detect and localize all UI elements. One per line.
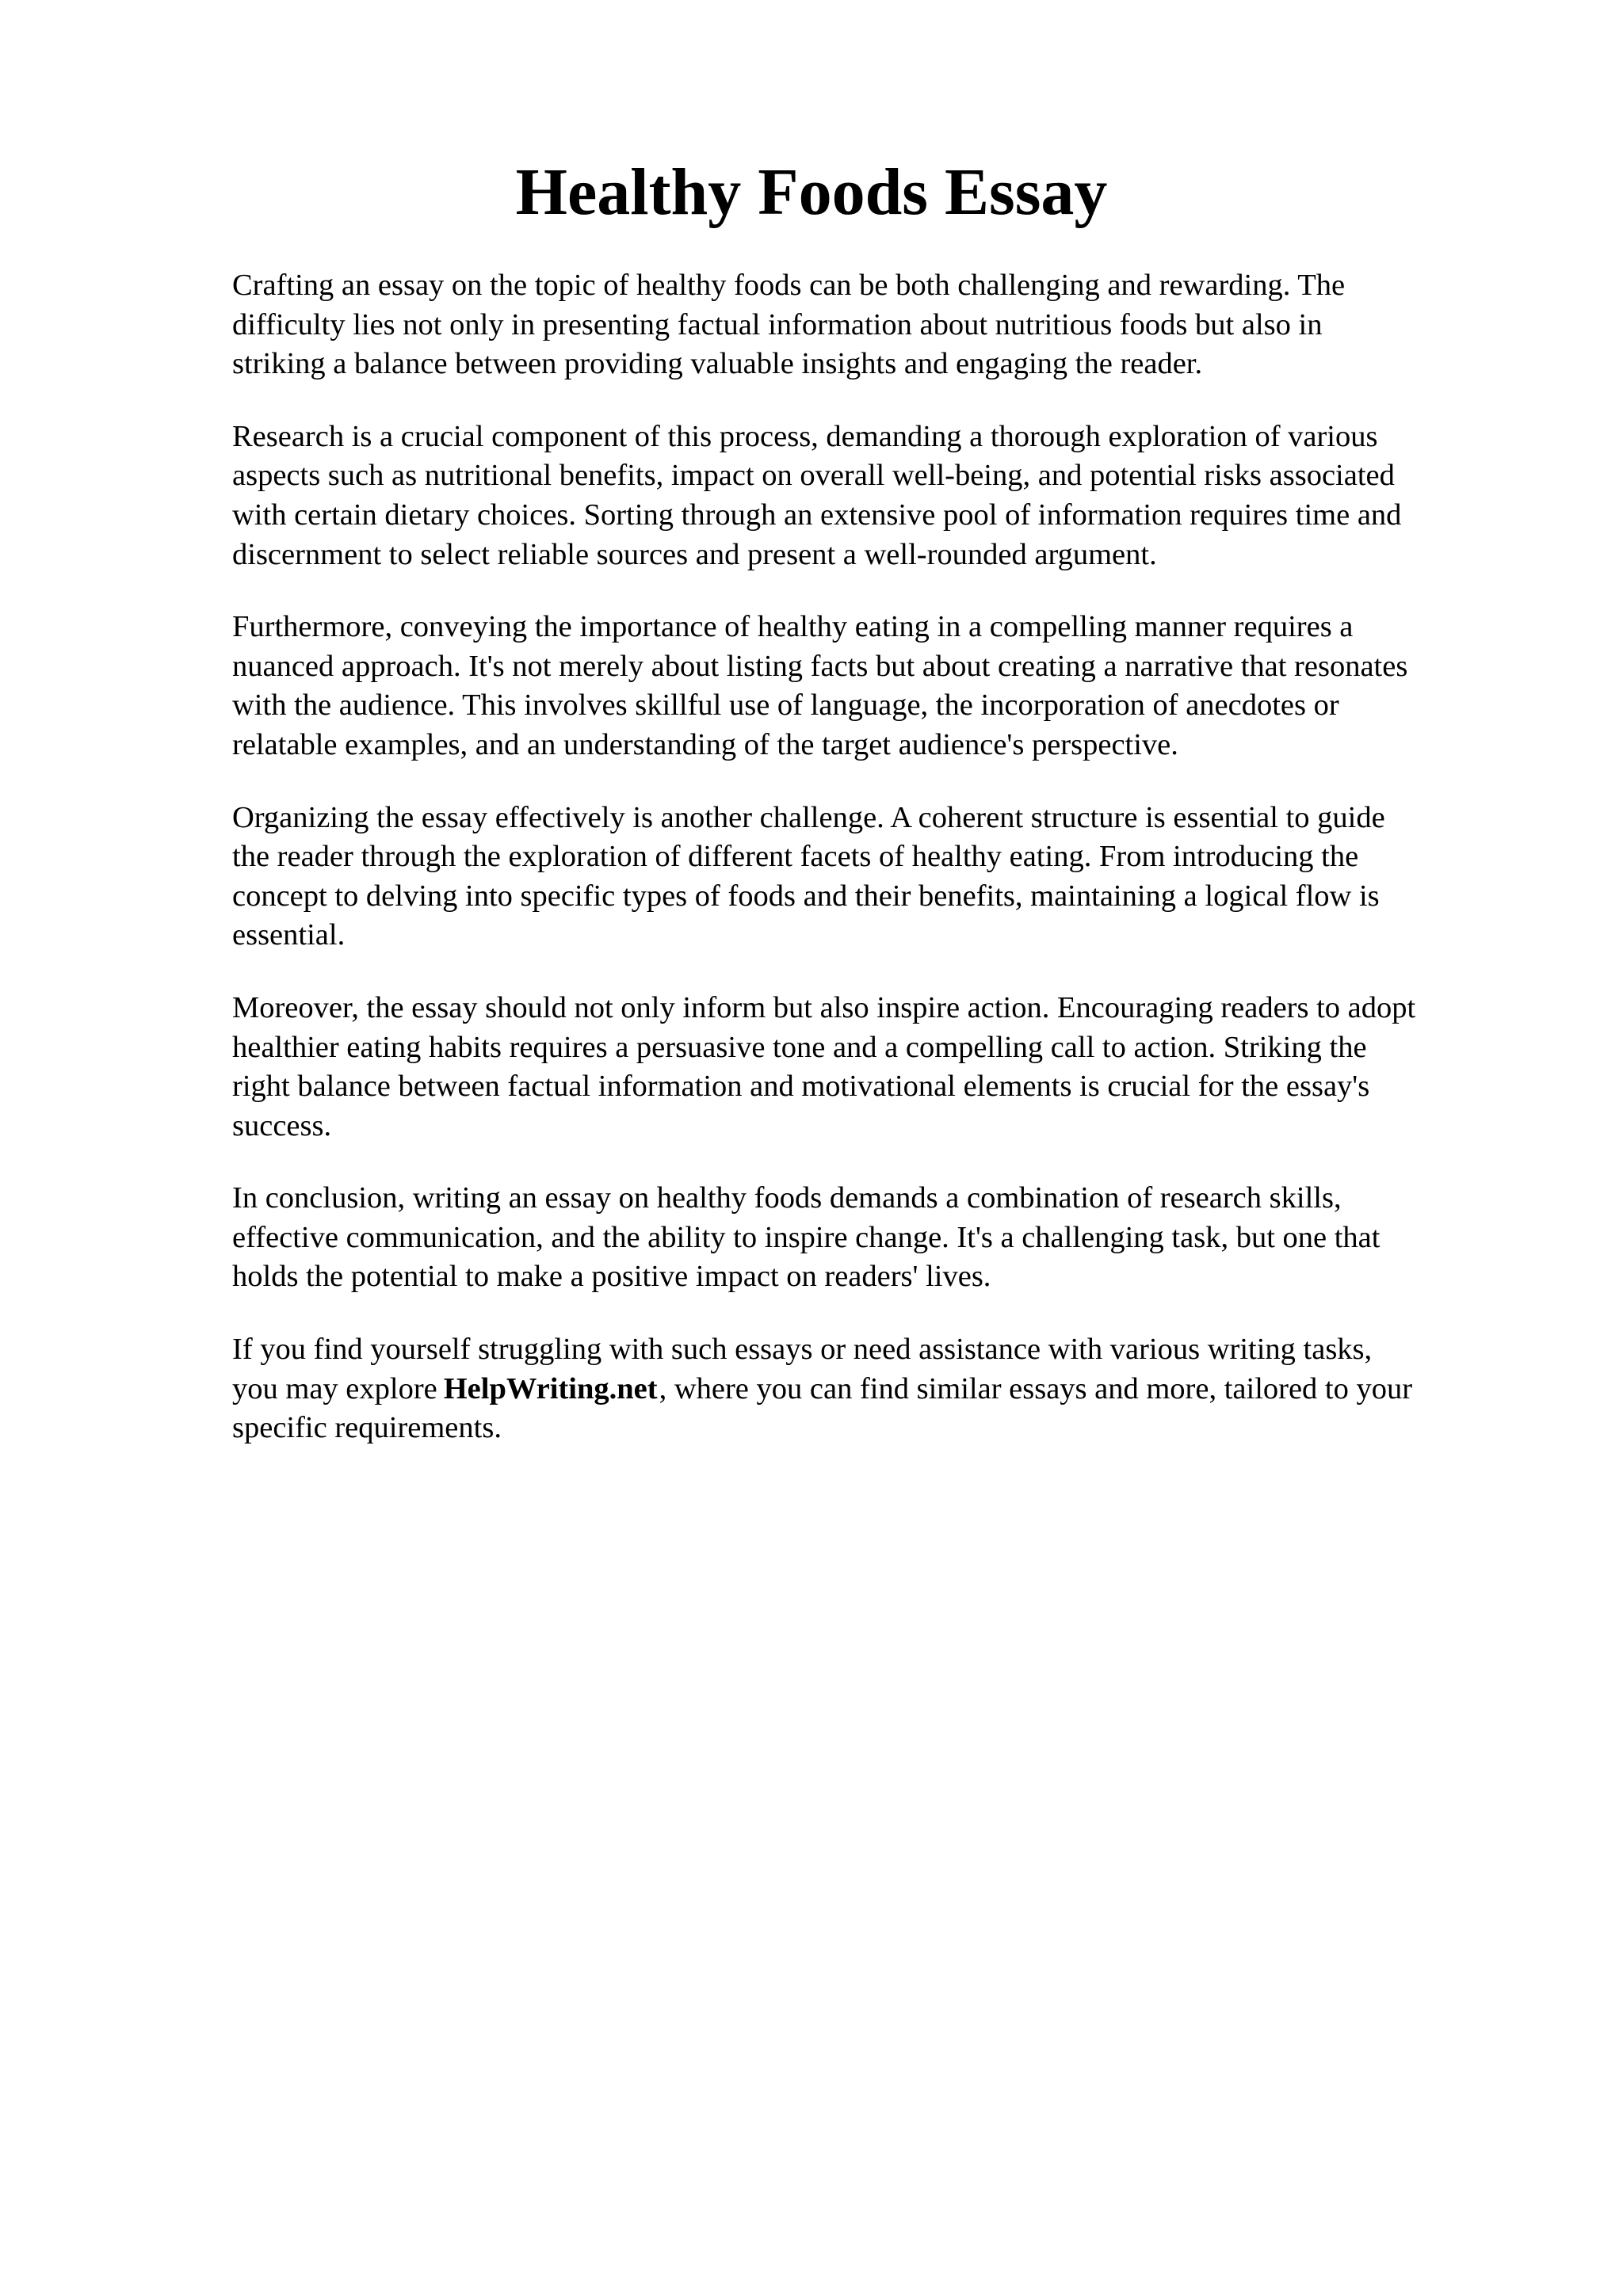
text-line: In conclusion, writing an essay on healthy foods demands a combination of research skills, (232, 1181, 1342, 1215)
paragraph-1 (232, 266, 1516, 384)
text-line: relatable examples, and an understanding of the target audience's perspective. (232, 727, 1178, 761)
text-line: the reader through the exploration of different facets of healthy eating. From introducing the (232, 840, 1359, 874)
text-line: concept to delving into specific types of foods and their benefits, maintaining a logical flow is (232, 879, 1380, 913)
paragraph-3 (232, 608, 1516, 765)
text-line: aspects such as nutritional benefits, impact on overall well-being, and potential risks associated (232, 459, 1395, 493)
text-line: Organizing the essay effectively is another challenge. A coherent structure is essential to guide (232, 800, 1385, 834)
paragraph-7 (232, 1330, 1516, 1448)
text-segment: you may explore (232, 1371, 437, 1405)
paragraph-5 (232, 989, 1516, 1146)
text-line: Research is a crucial component of this process, demanding a thorough exploration of various (232, 419, 1378, 453)
paragraph-2 (232, 418, 1516, 574)
text-line (232, 1370, 1516, 1409)
text-line: If you find yourself struggling with such essays or need assistance with various writing tasks, (232, 1333, 1373, 1367)
helpwriting-link[interactable]: HelpWriting.net (443, 1371, 658, 1405)
text-line: essential. (232, 918, 346, 952)
essay-title: Healthy Foods Essay (515, 155, 1108, 229)
text-line: Crafting an essay on the topic of healthy foods can be both challenging and rewarding. The (232, 269, 1346, 302)
text-line: effective communication, and the ability to inspire change. It's a challenging task, but one that (232, 1220, 1381, 1254)
text-line: right balance between factual information and motivational elements is crucial for the essay's (232, 1070, 1370, 1104)
text-segment: , where you can find similar essays and more, tailored to your (659, 1371, 1413, 1405)
text-line: success. (232, 1108, 332, 1142)
text-line: Moreover, the essay should not only inform but also inspire action. Encouraging readers to adopt (232, 990, 1416, 1024)
text-line: discernment to select reliable sources and present a well-rounded argument. (232, 537, 1157, 571)
paragraph-6 (232, 1179, 1516, 1297)
text-line: Furthermore, conveying the importance of healthy eating in a compelling manner requires a (232, 610, 1354, 644)
text-line: striking a balance between providing valuable insights and engaging the reader. (232, 347, 1203, 381)
text-line: specific requirements. (232, 1411, 502, 1445)
text-line: nuanced approach. It's not merely about listing facts but about creating a narrative that resonates (232, 649, 1408, 683)
essay-body (232, 266, 1516, 1482)
text-line: with the audience. This involves skillful use of language, the incorporation of anecdotes or (232, 688, 1339, 723)
text-line: holds the potential to make a positive impact on readers' lives. (232, 1260, 991, 1294)
text-line: with certain dietary choices. Sorting through an extensive pool of information requires time and (232, 498, 1402, 532)
paragraph-4 (232, 799, 1516, 955)
text-line: difficulty lies not only in presenting factual information about nutritious foods but also in (232, 307, 1323, 341)
text-line: healthier eating habits requires a persuasive tone and a compelling call to action. Striking the (232, 1030, 1367, 1064)
